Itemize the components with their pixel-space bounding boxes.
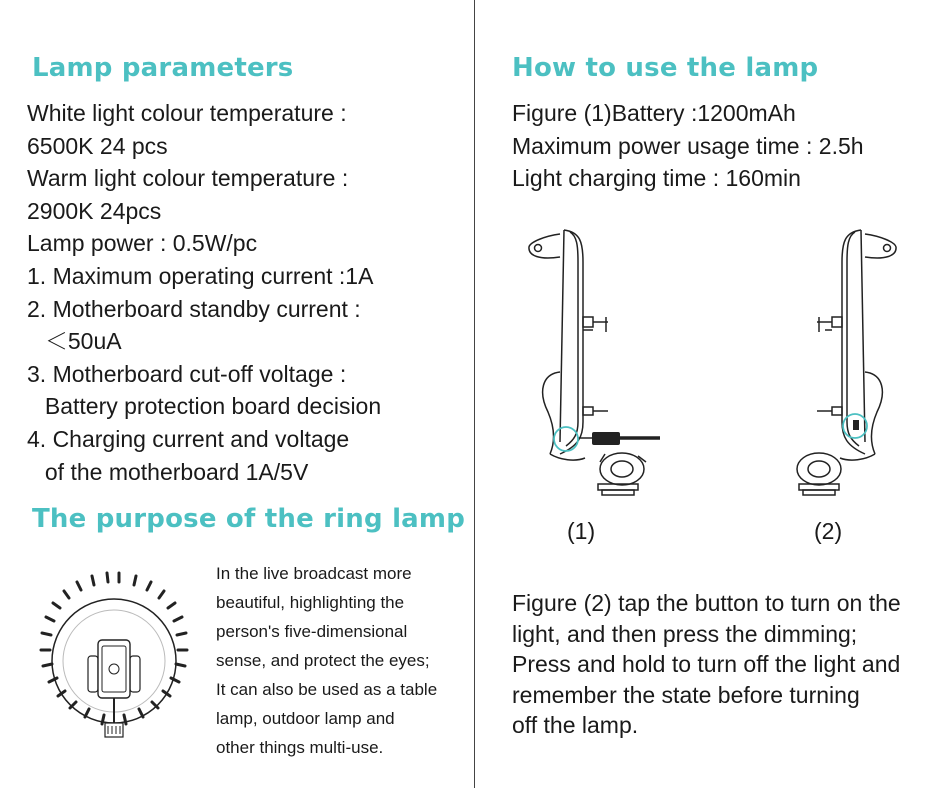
lamp-parameters-heading: Lamp parameters [32, 53, 294, 83]
ring-lamp-purpose-heading: The purpose of the ring lamp [32, 504, 466, 534]
figure-2-lamp-diagram [795, 222, 905, 502]
figure-1-label: (1) [567, 518, 596, 544]
spec-line: Maximum power usage time : 2.5h [512, 132, 864, 159]
param-line: 6500K 24 pcs [27, 132, 168, 159]
purpose-line: sense, and protect the eyes; [216, 651, 430, 670]
ring-lamp-purpose-text [216, 559, 437, 762]
param-line: Warm light colour temperature : [27, 165, 349, 192]
column-divider [474, 0, 475, 788]
purpose-line: beautiful, highlighting the [216, 593, 405, 612]
figure-1-lamp-diagram [520, 222, 670, 502]
instruction-line: Press and hold to turn off the light and [512, 651, 901, 677]
param-line: 2900K 24pcs [27, 197, 162, 224]
purpose-line: person's five-dimensional [216, 622, 408, 641]
spec-line: Light charging time : 160min [512, 165, 801, 192]
battery-spec-list [512, 97, 864, 195]
lamp-parameters-list [27, 97, 381, 488]
param-line: Battery protection board decision [27, 393, 382, 420]
instruction-line: Figure (2) tap the button to turn on the [512, 590, 901, 616]
param-line: ＜50uA [27, 328, 122, 355]
param-line: of the motherboard 1A/5V [27, 458, 309, 485]
figure-2-label: (2) [814, 518, 843, 544]
usage-instructions [512, 588, 901, 741]
param-line: Lamp power : 0.5W/pc [27, 230, 258, 257]
spec-line: Figure (1)Battery :1200mAh [512, 100, 796, 126]
param-line: White light colour temperature : [27, 100, 347, 126]
param-line: 4. Charging current and voltage [27, 425, 350, 452]
instruction-line: off the lamp. [512, 712, 639, 738]
param-line: 2. Motherboard standby current : [27, 295, 361, 322]
purpose-line: It can also be used as a table [216, 680, 438, 699]
how-to-use-heading: How to use the lamp [512, 53, 819, 83]
instruction-line: light, and then press the dimming; [512, 620, 858, 647]
purpose-line: other things multi-use. [216, 738, 384, 757]
purpose-line: lamp, outdoor lamp and [216, 709, 395, 728]
param-line: 1. Maximum operating current :1A [27, 262, 374, 289]
ring-lamp-illustration [22, 566, 202, 746]
purpose-line: In the live broadcast more [216, 564, 412, 583]
instruction-line: remember the state before turning [512, 681, 860, 708]
param-line: 3. Motherboard cut-off voltage : [27, 360, 347, 387]
